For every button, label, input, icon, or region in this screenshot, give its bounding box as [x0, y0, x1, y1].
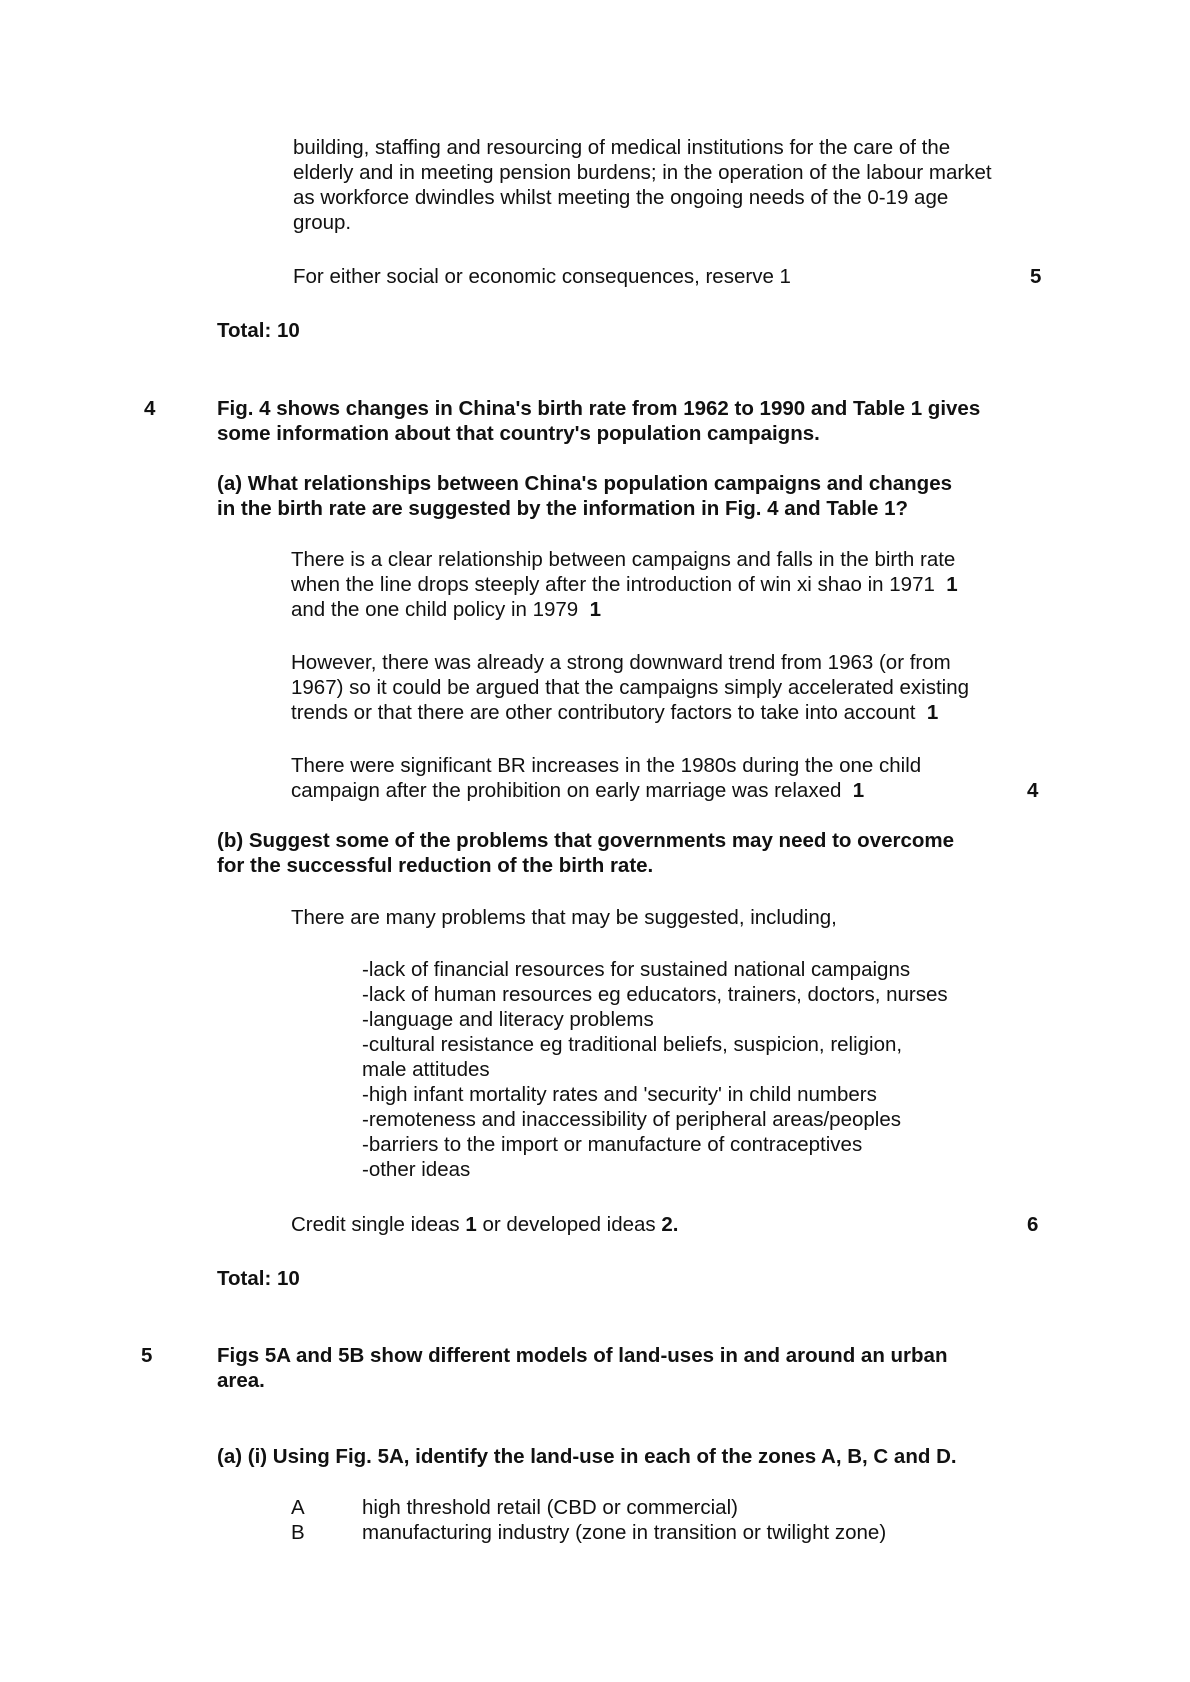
text-line: (b) Suggest some of the problems that governments may need to overcome — [217, 829, 954, 852]
text-line: when the line drops steeply after the introduction of win xi shao in 1971 1 — [291, 573, 958, 596]
list-item: -remoteness and inaccessibility of peripheral areas/peoples — [362, 1108, 901, 1131]
text-line: However, there was already a strong downward trend from 1963 (or from — [291, 651, 951, 674]
problem-list — [362, 957, 948, 1182]
text-line: trends or that there are other contributory factors to take into account 1 — [291, 701, 939, 724]
answer-paragraph — [291, 753, 921, 803]
answer-paragraph — [291, 547, 958, 622]
mark: 1 — [926, 701, 939, 724]
text-line: as workforce dwindles whilst meeting the ongoing needs of the 0-19 age — [293, 186, 949, 209]
mark: 1 — [946, 573, 958, 596]
text-line: and the one child policy in 1979 1 — [291, 598, 602, 621]
question-part-a — [217, 471, 952, 521]
text-line: some information about that country's population campaigns. — [217, 422, 820, 445]
question-intro — [217, 1343, 947, 1393]
list-item: -lack of human resources eg educators, trainers, doctors, nurses — [362, 983, 948, 1006]
text-line: Fig. 4 shows changes in China's birth rate from 1962 to 1990 and Table 1 gives — [217, 397, 981, 420]
mark: 2. — [661, 1213, 679, 1236]
mark: 1 — [852, 779, 865, 802]
text-line: area. — [217, 1369, 265, 1392]
question-number: 5 — [141, 1344, 153, 1367]
text-line: 1967) so it could be argued that the campaigns simply accelerated existing — [291, 676, 970, 699]
question-intro — [217, 396, 980, 446]
question-total: Total: 10 — [217, 1267, 300, 1290]
text-line: elderly and in meeting pension burdens; in the operation of the labour market — [293, 161, 992, 184]
mark: 1 — [465, 1213, 477, 1236]
marks-allocation: 6 — [1027, 1213, 1039, 1236]
list-item: male attitudes — [362, 1058, 490, 1081]
continuation-paragraph — [293, 135, 992, 235]
zone-letter: A — [291, 1496, 305, 1519]
text-line: There is a clear relationship between campaigns and falls in the birth rate — [291, 548, 956, 571]
list-item: -lack of financial resources for sustained national campaigns — [362, 958, 911, 981]
answer-paragraph — [291, 650, 969, 725]
zone-answer: manufacturing industry (zone in transition or twilight zone) — [362, 1521, 887, 1544]
question-total: Total: 10 — [217, 319, 300, 342]
answer-intro: There are many problems that may be suggested, including, — [291, 906, 837, 929]
text-line: in the birth rate are suggested by the information in Fig. 4 and Table 1? — [217, 497, 909, 520]
text-line: (a) What relationships between China's population campaigns and changes — [217, 472, 953, 495]
text-line: group. — [293, 211, 352, 234]
text-line: Figs 5A and 5B show different models of land-uses in and around an urban — [217, 1344, 948, 1367]
question-number: 4 — [144, 397, 156, 420]
text-line: building, staffing and resourcing of medical institutions for the care of the — [293, 136, 951, 159]
list-item: -other ideas — [362, 1158, 471, 1181]
text-line: campaign after the prohibition on early marriage was relaxed 1 — [291, 779, 865, 802]
marks-allocation: 5 — [1030, 265, 1042, 288]
list-item: -barriers to the import or manufacture of contraceptives — [362, 1133, 863, 1156]
credit-note: Credit single ideas 1 or developed ideas 2. — [291, 1213, 679, 1236]
marks-allocation: 4 — [1027, 779, 1039, 802]
list-item: -cultural resistance eg traditional beliefs, suspicion, religion, — [362, 1033, 903, 1056]
reserve-note: For either social or economic consequences, reserve 1 — [293, 265, 791, 288]
question-part-b — [217, 828, 954, 878]
zone-answer: high threshold retail (CBD or commercial) — [362, 1496, 738, 1519]
text-line: for the successful reduction of the birth rate. — [217, 854, 654, 877]
question-part-a-i: (a) (i) Using Fig. 5A, identify the land-use in each of the zones A, B, C and D. — [217, 1445, 957, 1468]
list-item: -language and literacy problems — [362, 1008, 654, 1031]
mark: 1 — [589, 598, 602, 621]
zone-letter: B — [291, 1521, 305, 1544]
list-item: -high infant mortality rates and 'security' in child numbers — [362, 1083, 877, 1106]
text-line: There were significant BR increases in the 1980s during the one child — [291, 754, 922, 777]
